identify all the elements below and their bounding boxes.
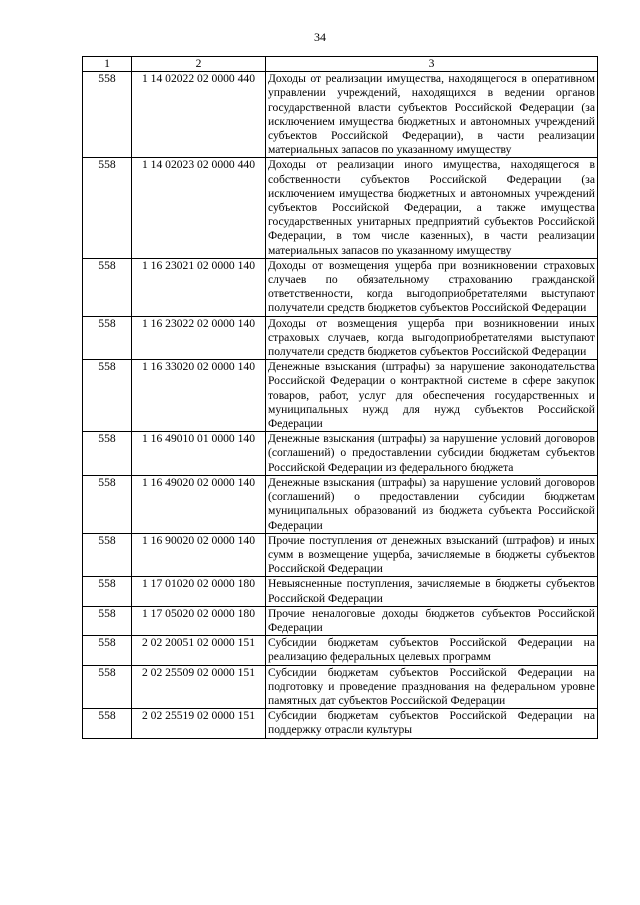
description-cell: Денежные взыскания (штрафы) за нарушение законодательства Российской Федерации о контрактной системе в сфере закупок товаров, работ, услуг для обеспечения государственных и муниципальных нужд для нужд субъектов Российской Федерации — [266, 360, 598, 432]
admin-code-cell: 558 — [83, 636, 132, 665]
description-cell: Денежные взыскания (штрафы) за нарушение условий договоров (соглашений) о предоставлении субсидии бюджетам субъектов Российской Федерации из федерального бюджета — [266, 432, 598, 476]
budget-code-cell: 1 16 90020 02 0000 140 — [132, 533, 266, 577]
table-row — [83, 606, 598, 635]
description-cell: Доходы от реализации имущества, находящегося в оперативном управлении учреждений, находящихся в ведении органов государственной власти субъектов Российской Федерации (за исключением имущества бюджетных и автономных учреждений субъектов Российской Федерации), в части реализации материальных запасов по указанному имуществу — [266, 72, 598, 158]
description-cell: Субсидии бюджетам субъектов Российской Федерации на поддержку отрасли культуры — [266, 709, 598, 738]
table-row — [83, 158, 598, 258]
budget-code-cell: 1 14 02023 02 0000 440 — [132, 158, 266, 258]
table-row — [83, 72, 598, 158]
admin-code-cell: 558 — [83, 577, 132, 606]
budget-code-cell: 1 16 33020 02 0000 140 — [132, 360, 266, 432]
column-header-2: 2 — [132, 57, 266, 72]
table-row — [83, 665, 598, 709]
description-cell: Денежные взыскания (штрафы) за нарушение условий договоров (соглашений) о предоставлении субсидии бюджетам муниципальных образований из бюджета субъекта Российской Федерации — [266, 475, 598, 533]
budget-code-cell: 1 14 02022 02 0000 440 — [132, 72, 266, 158]
admin-code-cell: 558 — [83, 158, 132, 258]
description-cell: Субсидии бюджетам субъектов Российской Федерации на подготовку и проведение празднования на федеральном уровне памятных дат субъектов Российской Федерации — [266, 665, 598, 709]
admin-code-cell: 558 — [83, 606, 132, 635]
table-row — [83, 432, 598, 476]
admin-code-cell: 558 — [83, 72, 132, 158]
budget-code-cell: 2 02 25509 02 0000 151 — [132, 665, 266, 709]
budget-code-cell: 1 16 49010 01 0000 140 — [132, 432, 266, 476]
budget-code-cell: 1 17 01020 02 0000 180 — [132, 577, 266, 606]
table-row — [83, 316, 598, 360]
description-cell: Невыясненные поступления, зачисляемые в бюджеты субъектов Российской Федерации — [266, 577, 598, 606]
description-cell: Доходы от возмещения ущерба при возникновении иных страховых случаев, когда выгодоприобретателями выступают получатели средств бюджетов субъектов Российской Федерации — [266, 316, 598, 360]
description-cell: Субсидии бюджетам субъектов Российской Федерации на реализацию федеральных целевых программ — [266, 636, 598, 665]
column-header-3: 3 — [266, 57, 598, 72]
table-row — [83, 533, 598, 577]
budget-code-cell: 1 16 49020 02 0000 140 — [132, 475, 266, 533]
description-cell: Доходы от возмещения ущерба при возникновении страховых случаев по обязательному страхованию гражданской ответственности, когда выгодоприобретателями выступают получатели средств бюджетов субъектов Российской Федерации — [266, 258, 598, 316]
table-row — [83, 258, 598, 316]
budget-code-cell: 1 16 23021 02 0000 140 — [132, 258, 266, 316]
budget-code-cell: 1 17 05020 02 0000 180 — [132, 606, 266, 635]
admin-code-cell: 558 — [83, 475, 132, 533]
admin-code-cell: 558 — [83, 360, 132, 432]
admin-code-cell: 558 — [83, 533, 132, 577]
budget-code-cell: 1 16 23022 02 0000 140 — [132, 316, 266, 360]
admin-code-cell: 558 — [83, 316, 132, 360]
description-cell: Доходы от реализации иного имущества, находящегося в собственности субъектов Российской Федерации (за исключением имущества бюджетных и автономных учреждений субъектов Российской Федерации, а также имущества государственных унитарных предприятий субъектов Российской Федерации, в том числе казенных), в части реализации материальных запасов по указанному имуществу — [266, 158, 598, 258]
admin-code-cell: 558 — [83, 709, 132, 738]
table-row — [83, 577, 598, 606]
budget-code-cell: 2 02 20051 02 0000 151 — [132, 636, 266, 665]
admin-code-cell: 558 — [83, 432, 132, 476]
table-row — [83, 709, 598, 738]
budget-revenue-table — [82, 56, 598, 739]
description-cell: Прочие поступления от денежных взысканий (штрафов) и иных сумм в возмещение ущерба, зачисляемые в бюджеты субъектов Российской Федерации — [266, 533, 598, 577]
admin-code-cell: 558 — [83, 665, 132, 709]
table-header-row — [83, 57, 598, 72]
description-cell: Прочие неналоговые доходы бюджетов субъектов Российской Федерации — [266, 606, 598, 635]
table-row — [83, 360, 598, 432]
budget-code-cell: 2 02 25519 02 0000 151 — [132, 709, 266, 738]
page-number: 34 — [314, 30, 326, 44]
admin-code-cell: 558 — [83, 258, 132, 316]
table-row — [83, 475, 598, 533]
column-header-1: 1 — [83, 57, 132, 72]
table-row — [83, 636, 598, 665]
